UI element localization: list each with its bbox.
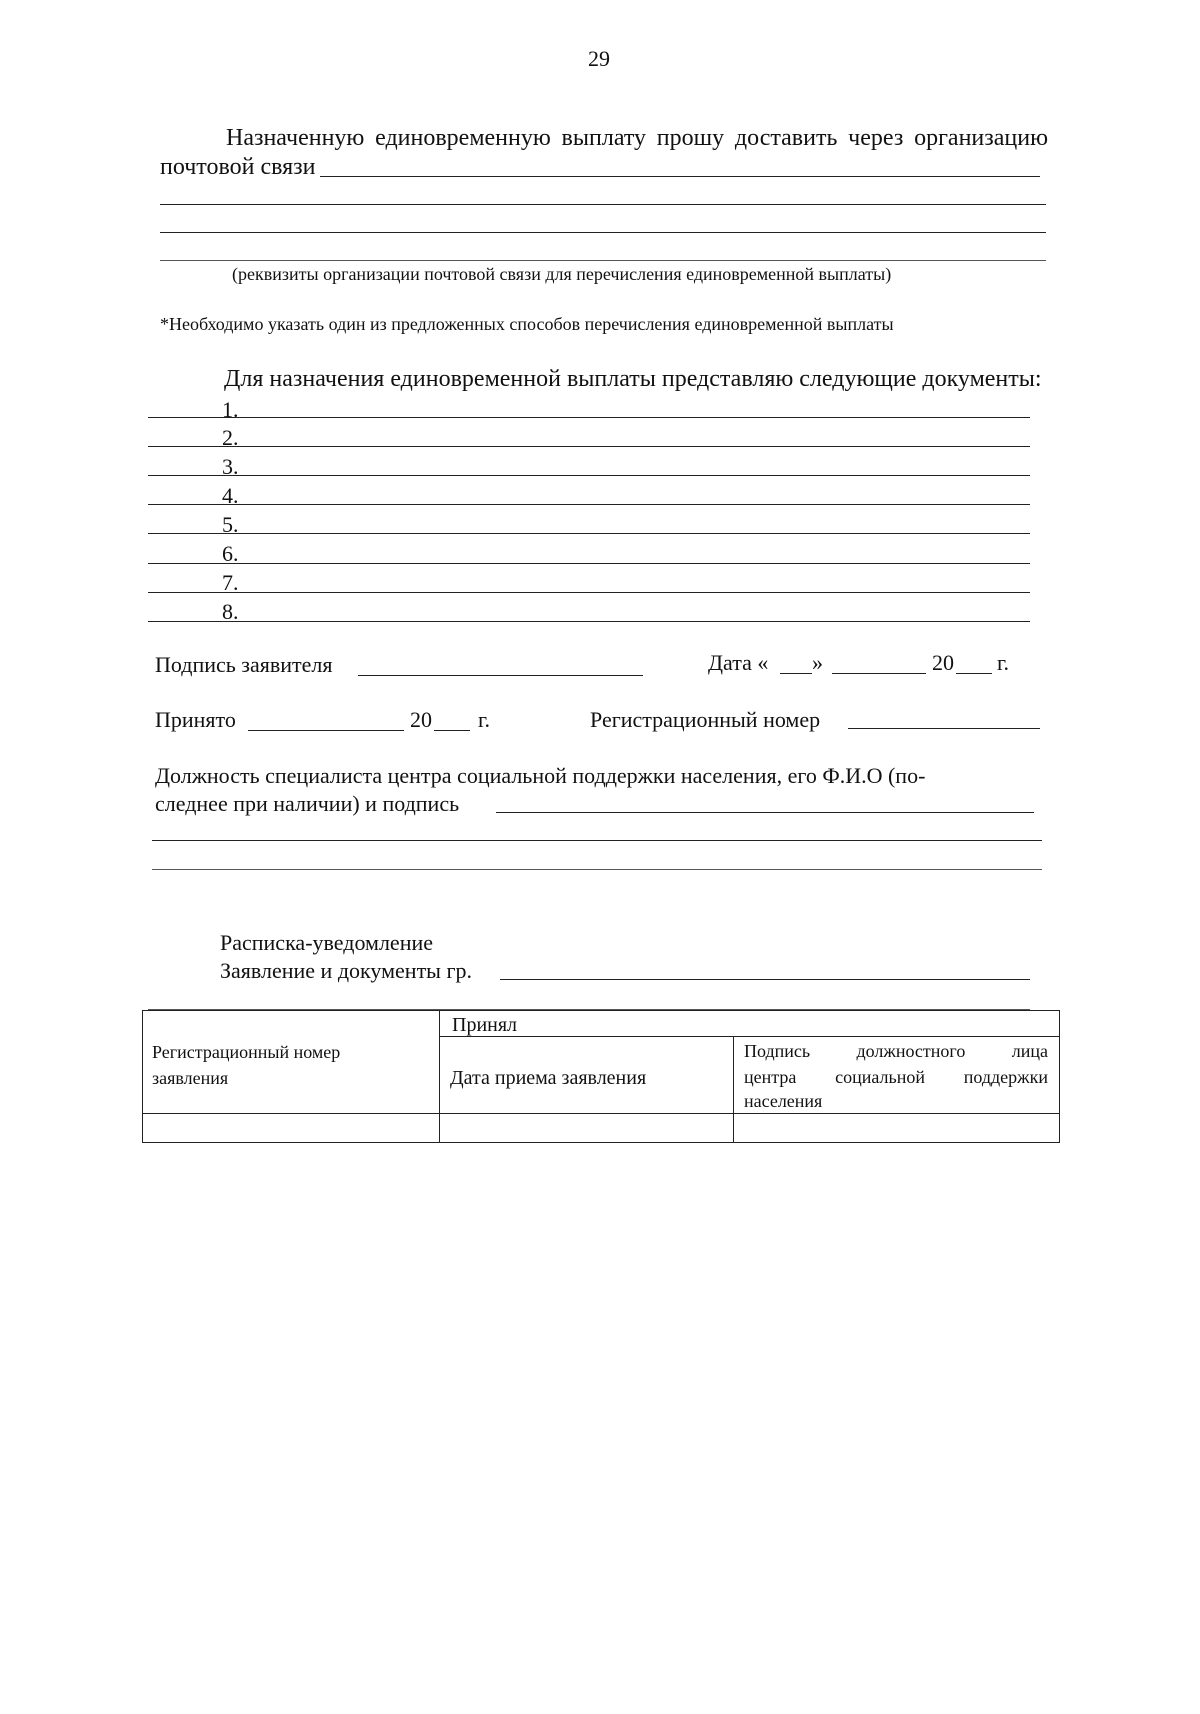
document-item-number: 5. [222, 512, 239, 537]
receipt-citizen-line[interactable] [500, 979, 1030, 980]
document-item-line[interactable] [148, 504, 1030, 505]
document-item-line[interactable] [148, 592, 1030, 593]
document-item-number: 8. [222, 599, 239, 624]
document-item-line[interactable] [148, 417, 1030, 418]
date-month-line[interactable] [832, 673, 926, 674]
accepted-date-line[interactable] [248, 730, 404, 731]
specialist-text-line1: Должность специалиста центра социальной поддержки населения, его Ф.И.О (по- [155, 763, 926, 788]
specialist-signature-line[interactable] [152, 869, 1042, 870]
receipt-subtitle: Заявление и документы гр. [220, 958, 472, 983]
reg-number-header-line2: заявления [152, 1068, 229, 1088]
postal-details-caption: (реквизиты организации почтовой связи для перечисления единовременной выплаты) [232, 264, 892, 284]
receipt-title: Расписка-уведомление [220, 930, 434, 955]
date-label: Дата « [708, 650, 769, 675]
postal-details-line[interactable] [160, 204, 1046, 205]
registration-number-line[interactable] [848, 728, 1040, 729]
specialist-signature-line[interactable] [496, 812, 1034, 813]
date-year-line[interactable] [956, 673, 992, 674]
postal-details-line[interactable] [160, 260, 1046, 261]
footnote: *Необходимо указать один из предложенных способов перечисления единовременной выплаты [160, 314, 894, 334]
documents-intro: Для назначения единовременной выплаты представляю следующие документы: [224, 366, 1042, 392]
applicant-signature-label: Подпись заявителя [155, 652, 333, 677]
table-divider [439, 1036, 1059, 1037]
applicant-signature-line[interactable] [358, 675, 643, 676]
date-year-prefix: 20 [932, 650, 954, 675]
document-item-line[interactable] [148, 621, 1030, 622]
receipt-date-header: Дата приема заявления [450, 1067, 647, 1089]
official-signature-line2: центра социальной поддержки [744, 1067, 1048, 1087]
table-divider [439, 1010, 440, 1142]
postal-details-line[interactable] [320, 176, 1040, 177]
accepted-by-header: Принял [452, 1014, 518, 1036]
document-item-number: 6. [222, 541, 239, 566]
receipt-date-cell[interactable] [441, 1114, 733, 1140]
specialist-signature-line[interactable] [152, 840, 1042, 841]
official-signature-line1: Подпись должностного лица [744, 1041, 1048, 1061]
document-item-line[interactable] [148, 533, 1030, 534]
document-item-line[interactable] [148, 446, 1030, 447]
registration-number-label: Регистрационный номер [590, 707, 821, 732]
delivery-paragraph-line2: почтовой связи [160, 154, 316, 180]
delivery-paragraph-line1: Назначенную единовременную выплату прошу доставить через организацию [226, 125, 1048, 151]
accepted-year-prefix: 20 [410, 707, 432, 732]
document-item-number: 7. [222, 570, 239, 595]
date-day-line[interactable] [780, 673, 812, 674]
official-signature-cell[interactable] [735, 1114, 1057, 1140]
accepted-year-suffix: г. [478, 707, 491, 732]
reg-number-cell[interactable] [143, 1114, 439, 1140]
date-quote-close: » [812, 650, 823, 675]
document-item-line[interactable] [148, 475, 1030, 476]
postal-details-line[interactable] [160, 232, 1046, 233]
accepted-label: Принято [155, 707, 236, 732]
reg-number-header-line1: Регистрационный номер [152, 1042, 341, 1062]
document-item-line[interactable] [148, 563, 1030, 564]
document-item-number: 3. [222, 454, 239, 479]
accepted-year-line[interactable] [434, 730, 470, 731]
specialist-text-line2: следнее при наличии) и подпись [155, 791, 460, 816]
table-divider [733, 1036, 734, 1142]
official-signature-line3: населения [744, 1091, 823, 1111]
page-number: 29 [588, 46, 610, 71]
document-item-number: 4. [222, 483, 239, 508]
document-item-number: 2. [222, 425, 239, 450]
date-year-suffix: г. [997, 650, 1010, 675]
document-item-number: 1. [222, 397, 239, 422]
